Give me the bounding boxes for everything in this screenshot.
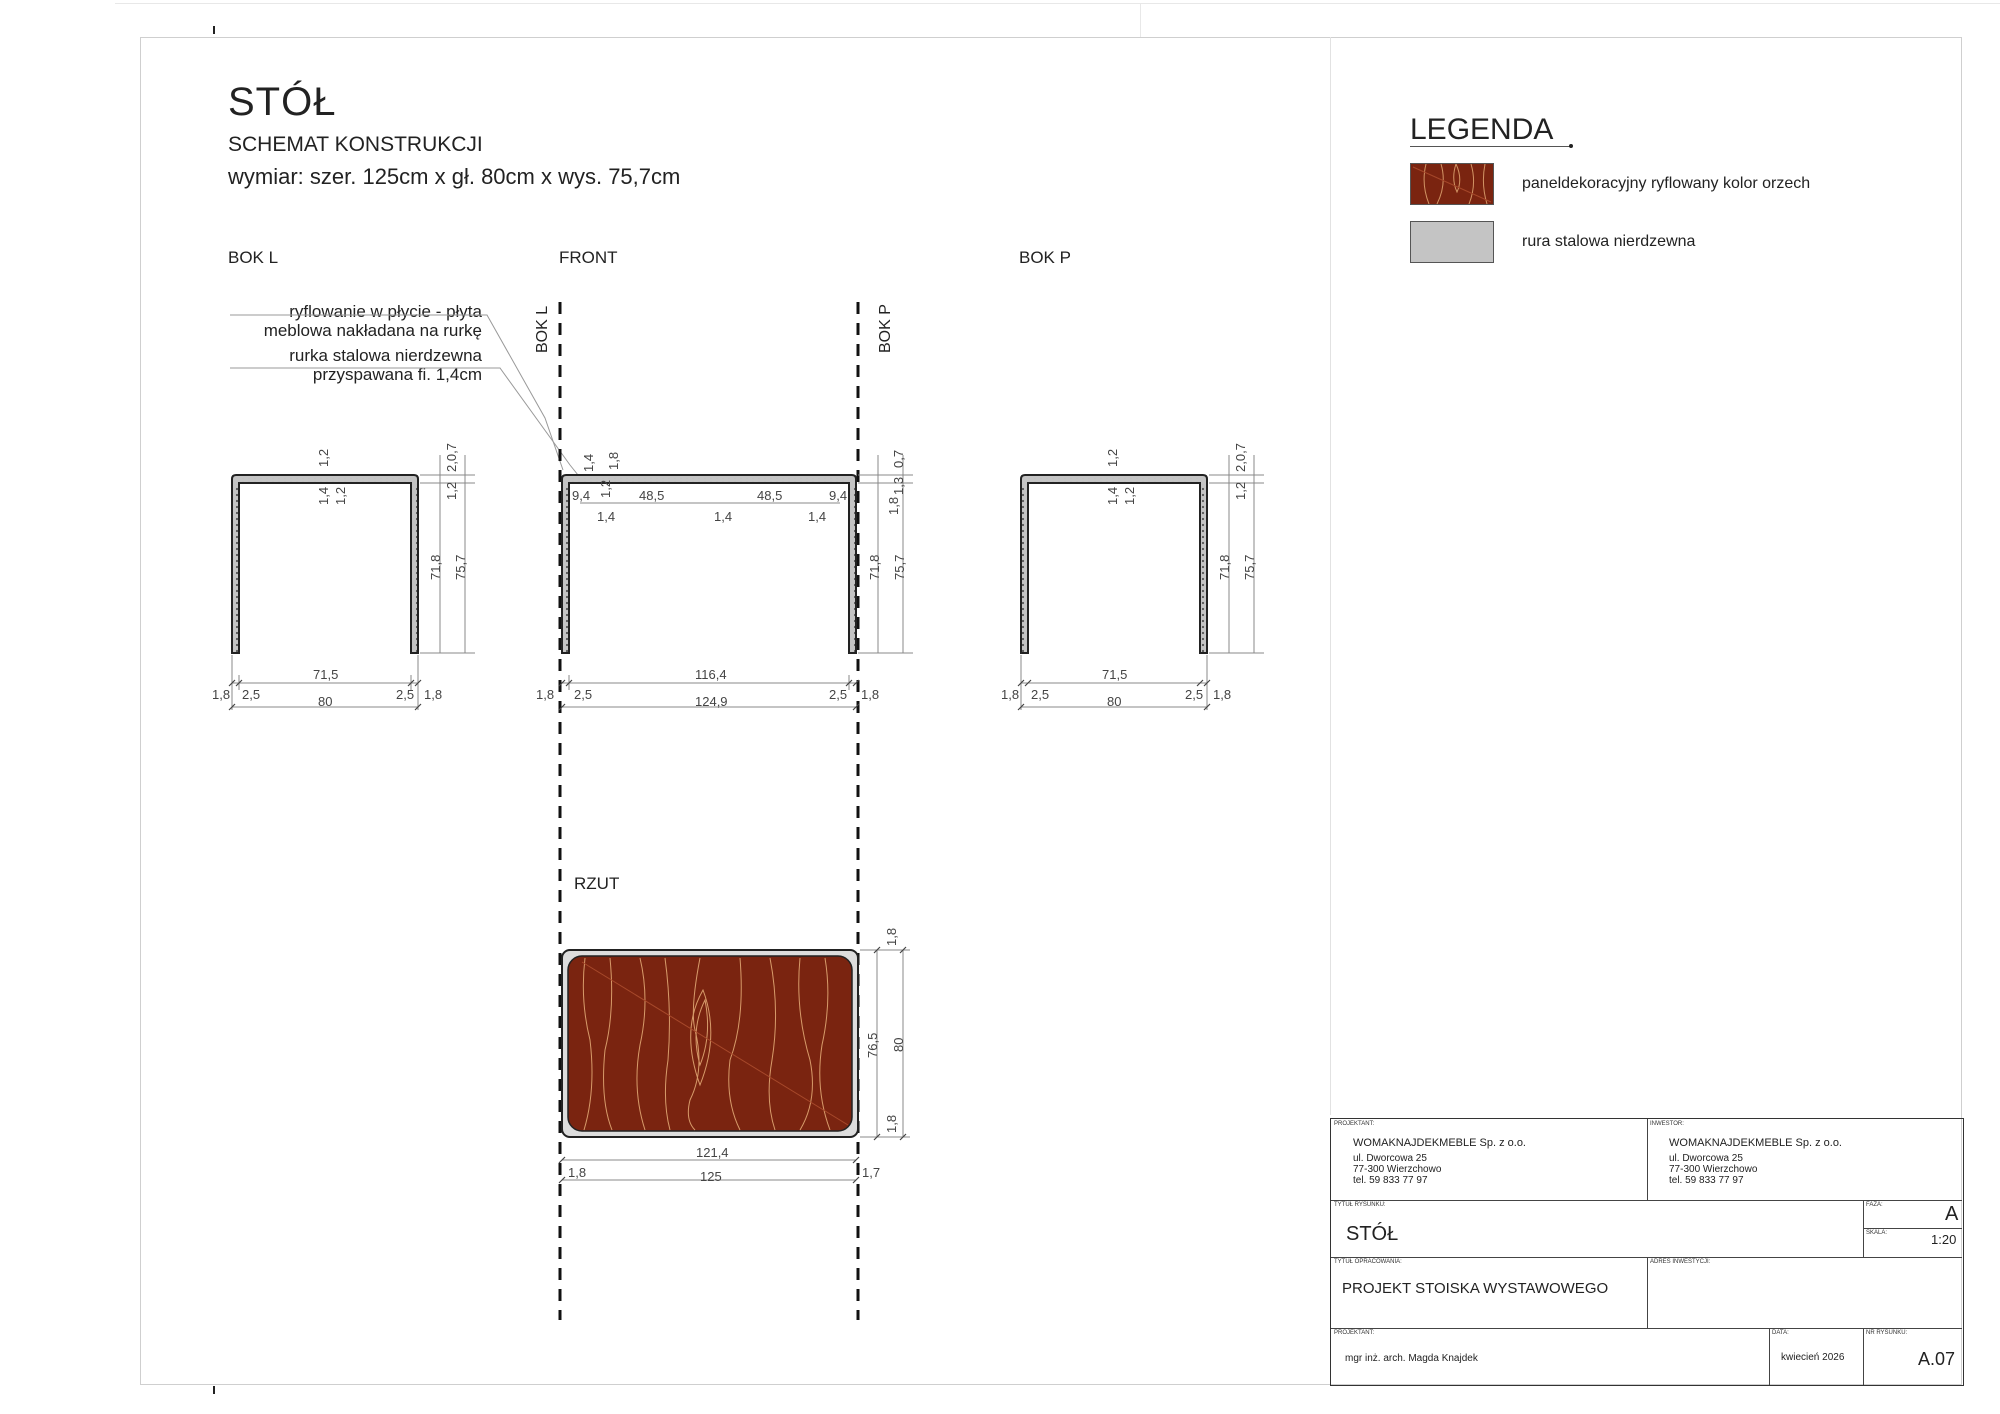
tb-designer-tel: tel. 59 833 77 97 [1353,1175,1428,1186]
tb-author: mgr inż. arch. Magda Knajdek [1345,1353,1478,1364]
dim-plan-l: 1,8 [568,1165,587,1180]
dim-front-total: 124,9 [695,694,728,709]
dim-plan-r: 1,7 [862,1165,881,1180]
dim-side-p-leg-l: 1,8 [1001,687,1020,702]
dim-side-l-h1: 2,0,7 [444,443,459,472]
annotation-leaders [230,315,578,475]
tb-date-label: DATA: [1772,1330,1789,1336]
view-label-bok-p: BOK P [1019,248,1071,267]
dim-side-l-gap-r: 2,5 [396,687,415,702]
page-subtitle: SCHEMAT KONSTRUKCJI [228,133,483,156]
dim-side-p-h1: 2,0,7 [1233,443,1248,472]
tb-study-title: PROJEKT STOISKA WYSTAWOWEGO [1342,1280,1609,1297]
dim-front-inner-w: 116,4 [695,667,727,682]
dim-side-p-inner-b: 1,2 [1122,486,1137,505]
dim-plan-w1: 121,4 [696,1145,729,1160]
view-label-bok-l: BOK L [228,248,279,267]
dim-side-l-top: 1,2 [316,448,331,467]
annotation-line-3: rurka stalowa nierdzewna [289,346,482,365]
view-label-front: FRONT [559,248,618,267]
dim-front-h3: 1,8 [886,496,901,515]
dim-front-b3: 1,4 [808,509,827,524]
dim-side-l-total: 80 [318,694,333,709]
plan-view [562,950,858,1137]
dim-front-s2: 48,5 [757,488,783,503]
dim-side-l-h4: 75,7 [453,554,468,580]
dim-front-h5: 75,7 [892,554,907,580]
view-label-rzut: RZUT [574,874,620,893]
dim-side-l-leg-l: 1,8 [212,687,231,702]
dim-front-gap-l: 2,5 [574,687,593,702]
dim-side-l-inner-w: 71,5 [313,667,339,682]
dim-front-t2: 1,8 [606,451,621,470]
dim-front-b1: 1,4 [597,509,616,524]
annotation-line-1: ryflowanie w płycie - płyta [289,302,482,321]
dim-side-p-top: 1,2 [1105,448,1120,467]
tb-investor-addr1: ul. Dworcowa 25 [1669,1153,1743,1164]
dim-side-p-total: 80 [1107,694,1122,709]
dim-front-b2: 1,4 [714,509,733,524]
tb-scale-label: SKALA: [1866,1230,1888,1236]
dim-plan-d1: 1,8 [884,927,899,946]
tb-designer-addr2: 77-300 Wierzchowo [1353,1164,1442,1175]
legend-label-wood: paneldekoracyjny ryflowany kolor orzech [1522,175,1811,192]
dim-side-p-gap-l: 2,5 [1031,687,1050,702]
tb-designer-company: WOMAKNAJDEKMEBLE Sp. z o.o. [1353,1137,1526,1149]
dim-side-p-inner-a: 1,4 [1105,486,1120,505]
dim-side-l-leg-r: 1,8 [424,687,443,702]
front-view [562,475,856,653]
dim-side-p-h2: 1,2 [1233,481,1248,500]
dim-side-l-h3: 71,8 [428,554,443,580]
legend-label-steel: rura stalowa nierdzewna [1522,233,1696,250]
legend-underline [1410,146,1570,147]
dim-side-p-leg-r: 1,8 [1213,687,1232,702]
wood-grain-icon [1411,164,1493,204]
dim-front-e2: 9,4 [829,488,848,503]
dim-side-p-inner-w: 71,5 [1102,667,1128,682]
tb-drawing-title: STÓŁ [1346,1223,1399,1245]
title-block [1330,1118,1964,1386]
section-cut-lines [560,302,858,1320]
dim-side-l-h2: 1,2 [444,481,459,500]
dim-front-h2: 1,3 [891,476,906,495]
dim-front-e1: 9,4 [572,488,591,503]
tb-scale: 1:20 [1931,1232,1957,1247]
dim-front-s1: 48,5 [639,488,665,503]
annotation-line-4: przyspawana fi. 1,4cm [312,365,482,384]
page-title: STÓŁ [228,80,337,124]
legend-swatch-steel [1410,221,1494,263]
overall-dimensions: wymiar: szer. 125cm x gł. 80cm x wys. 75,7cm [228,164,681,189]
tb-investor-addr2: 77-300 Wierzchowo [1669,1164,1758,1175]
legend-swatch-wood [1410,163,1494,205]
dim-side-p-h4: 75,7 [1242,554,1257,580]
tb-drawing-title-label: TYTUŁ RYSUNKU: [1334,1202,1386,1208]
dim-side-l-inner-a: 1,4 [316,486,331,505]
dim-plan-w2: 125 [700,1169,722,1184]
dim-plan-d2: 76,5 [865,1032,880,1058]
dim-side-p-gap-r: 2,5 [1185,687,1204,702]
dim-front-h4: 71,8 [867,554,882,580]
tb-investor-label: INWESTOR: [1650,1121,1684,1127]
section-label-bok-p: BOK P [877,304,894,353]
dim-plan-d3: 80 [891,1037,906,1052]
annotation-line-2: meblowa nakładana na rurkę [263,321,482,340]
legend-title: LEGENDA [1410,113,1554,146]
dim-side-l-gap-l: 2,5 [242,687,261,702]
legend-dot [1569,144,1573,148]
dim-side-p-h3: 71,8 [1217,554,1232,580]
tb-investor-company: WOMAKNAJDEKMEBLE Sp. z o.o. [1669,1137,1842,1149]
tb-designer-addr1: ul. Dworcowa 25 [1353,1153,1427,1164]
tb-study-title-label: TYTUŁ OPRACOWANIA: [1334,1259,1402,1265]
section-label-bok-l: BOK L [534,305,551,353]
tb-drawing-no: A.07 [1918,1349,1956,1369]
tb-date: kwiecień 2026 [1781,1352,1845,1363]
dim-plan-d4: 1,8 [884,1114,899,1133]
dim-front-t3: 1,2 [598,479,613,498]
dim-front-gap-r: 2,5 [829,687,848,702]
dim-front-t1: 1,4 [581,453,596,472]
tb-drawing-no-label: NR RYSUNKU: [1866,1330,1908,1336]
tb-author-label: PROJEKTANT: [1334,1330,1375,1336]
tb-investor-address-label: ADRES INWESTYCJI: [1650,1259,1711,1265]
dim-front-leg-r: 1,8 [861,687,880,702]
tb-phase: A [1945,1203,1959,1225]
dim-front-leg-l: 1,8 [536,687,555,702]
dim-front-h1: 0,7 [891,449,906,468]
tb-designer-label: PROJEKTANT: [1334,1121,1375,1127]
tb-phase-label: FAZA: [1866,1202,1883,1208]
tb-investor-tel: tel. 59 833 77 97 [1669,1175,1744,1186]
dim-side-l-inner-b: 1,2 [333,486,348,505]
